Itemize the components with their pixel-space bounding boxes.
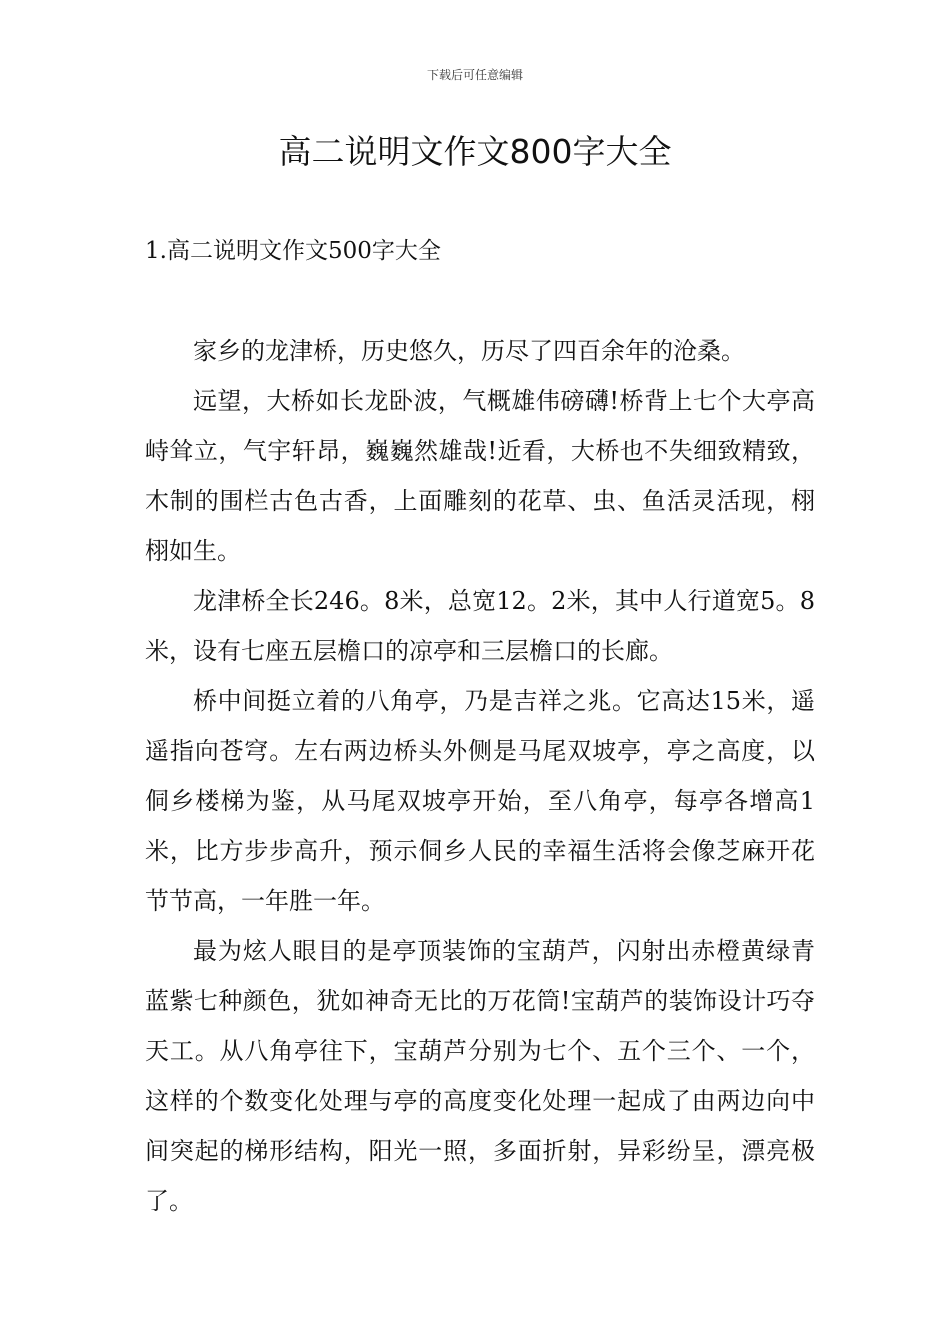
section-heading: 1.高二说明文作文500字大全 (145, 238, 441, 264)
paragraph: 桥中间挺立着的八角亭，乃是吉祥之兆。它高达15米，遥遥指向苍穹。左右两边桥头外侧是马尾双坡亭，亭之高度，以侗乡楼梯为鉴，从马尾双坡亭开始，至八角亭，每亭各增高1米，比方步步高升，预示侗乡人民的幸福生活将会像芝麻开花节节高，一年胜一年。 (145, 687, 815, 915)
body-text (145, 326, 815, 1226)
paragraph: 龙津桥全长246。8米，总宽12。2米，其中人行道宽5。8米，设有七座五层檐口的凉亭和三层檐口的长廊。 (145, 587, 815, 665)
paragraph: 家乡的龙津桥，历史悠久，历尽了四百余年的沧桑。 (193, 337, 745, 365)
header-note: 下载后可任意编辑 (426, 68, 523, 82)
paragraph: 最为炫人眼目的是亭顶装饰的宝葫芦，闪射出赤橙黄绿青蓝紫七种颜色，犹如神奇无比的万花筒!宝葫芦的装饰设计巧夺天工。从八角亭往下，宝葫芦分别为七个、五个三个、一个，这样的个数变化处理与亭的高度变化处理一起成了由两边向中间突起的梯形结构，阳光一照，多面折射，异彩纷呈，漂亮极了。 (145, 937, 815, 1215)
paragraph: 远望，大桥如长龙卧波，气概雄伟磅礴!桥背上七个大亭高峙耸立，气宇轩昂，巍巍然雄哉!近看，大桥也不失细致精致，木制的围栏古色古香，上面雕刻的花草、虫、鱼活灵活现，栩栩如生。 (145, 387, 815, 565)
document-title: 高二说明文作文800字大全 (278, 132, 672, 171)
